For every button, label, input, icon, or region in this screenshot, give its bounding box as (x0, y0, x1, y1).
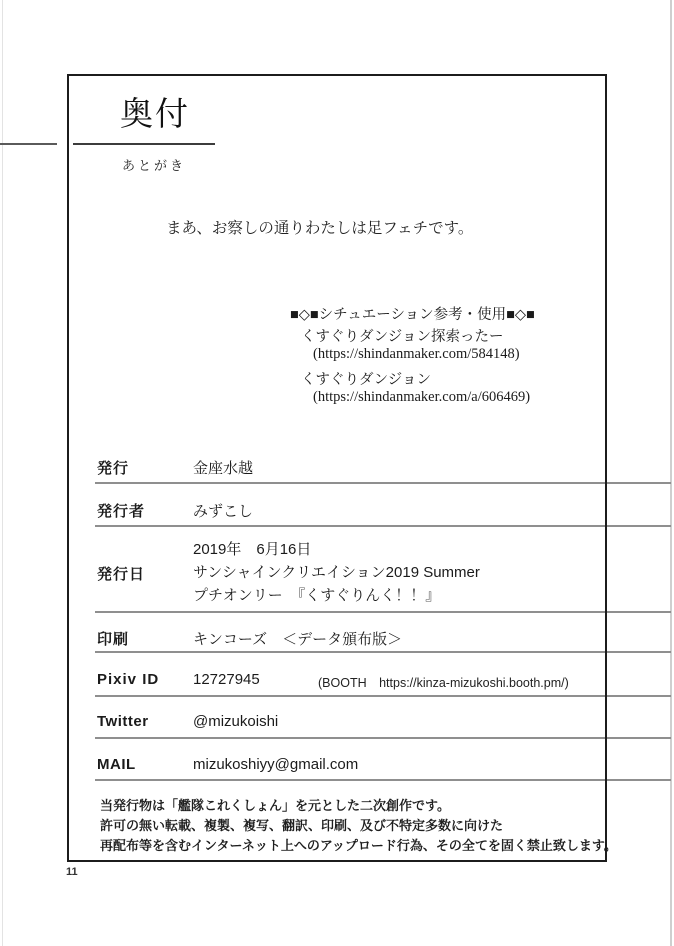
left-trim-mark (0, 143, 57, 145)
disclaimer-line: 許可の無い転載、複製、複写、翻訳、印刷、及び不特定多数に向けた (100, 818, 504, 833)
row-label-twitter: Twitter (97, 713, 149, 730)
reference-name: くすぐりダンジョン (301, 372, 431, 388)
row-value-author: みずこし (193, 503, 254, 520)
row-label-publisher: 発行 (97, 460, 130, 477)
row-value-publisher: 金座水越 (193, 460, 254, 477)
row-label-printing: 印刷 (97, 631, 130, 648)
row-value-pixiv-id: 12727945 (193, 671, 260, 688)
row-value-printing: キンコーズ ＜データ頒布版＞ (193, 631, 403, 648)
reference-url: (https://shindanmaker.com/a/606469) (313, 389, 531, 405)
reference-name: くすぐりダンジョン探索ったー (301, 329, 504, 345)
booth-url-note: (BOOTH https://kinza-mizukoshi.booth.pm/) (318, 676, 569, 690)
row-value-publish-date-line2: サンシャインクリエイション2019 Summer (193, 564, 480, 581)
reference-url: (https://shindanmaker.com/584148) (313, 346, 520, 362)
disclaimer-line: 当発行物は「艦隊これくしょん」を元とした二次創作です。 (100, 798, 450, 813)
row-value-mail: mizukoshiyy@gmail.com (193, 756, 359, 773)
disclaimer-line: 再配布等を含むインターネット上へのアップロード行為、その全てを固く禁止致します。 (100, 838, 617, 853)
afterword-line: まあ、お察しの通りわたしは足フェチです。 (166, 220, 474, 237)
row-value-publish-date-line3: プチオンリー 『くすぐりんく！！』 (193, 587, 441, 604)
row-label-pixiv-id: Pixiv ID (97, 671, 160, 688)
page-title: 奥付 (120, 97, 190, 133)
row-label-author: 発行者 (97, 503, 146, 520)
page-number: 11 (66, 866, 78, 878)
colophon-border-box (67, 74, 607, 862)
row-label-mail: MAIL (97, 756, 136, 773)
scan-edge-left (2, 0, 3, 946)
references-heading: ■◇■シチュエーション参考・使用■◇■ (290, 307, 535, 323)
row-label-publish-date: 発行日 (97, 566, 146, 583)
row-value-publish-date-line1: 2019年 6月16日 (193, 541, 312, 558)
scan-edge-right (670, 0, 672, 946)
page-subtitle: あとがき (122, 158, 187, 173)
row-value-twitter: @mizukoishi (193, 713, 279, 730)
